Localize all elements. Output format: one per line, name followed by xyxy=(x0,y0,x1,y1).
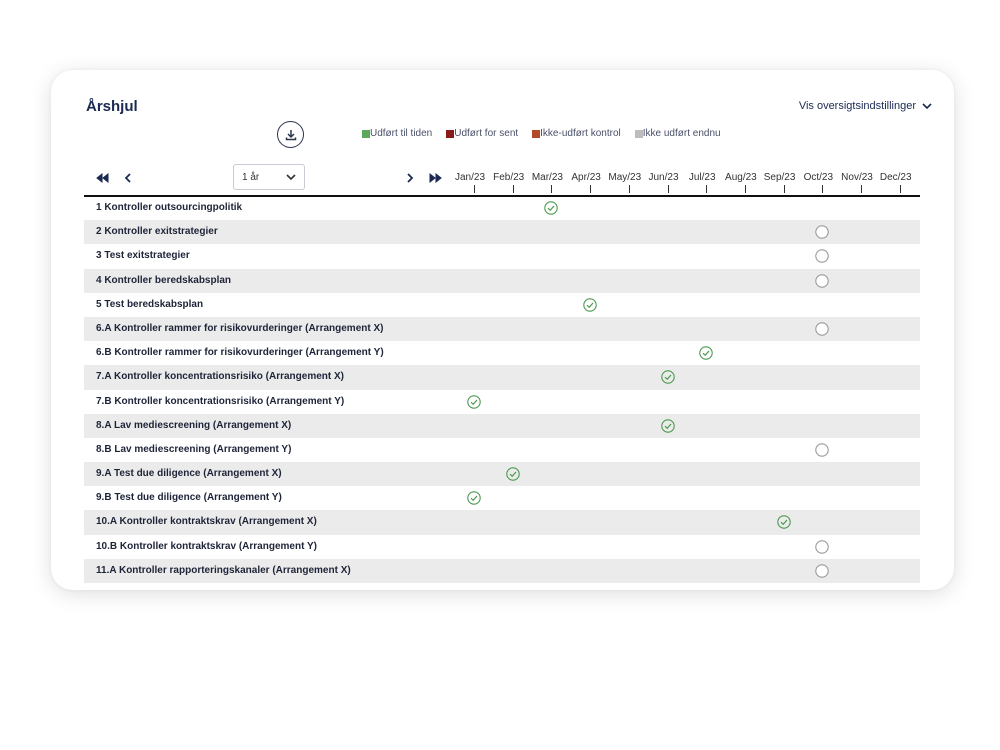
legend-swatch xyxy=(362,130,370,138)
table-row[interactable] xyxy=(84,317,920,341)
page-title: Årshjul xyxy=(86,98,138,115)
legend-item xyxy=(532,128,621,139)
month-tick xyxy=(629,185,630,193)
table-row[interactable] xyxy=(84,390,920,414)
month-tick xyxy=(822,185,823,193)
control-name: 7.B Kontroller koncentrationsrisiko (Arrangement Y) xyxy=(96,395,345,407)
month-label: Jun/23 xyxy=(648,172,679,183)
month-tick xyxy=(861,185,862,193)
check-circle-icon[interactable] xyxy=(583,298,597,312)
control-name: 6.A Kontroller rammer for risikovurderinger (Arrangement X) xyxy=(96,322,384,334)
check-circle-icon[interactable] xyxy=(506,467,520,481)
download-button[interactable] xyxy=(277,121,304,148)
month-tick xyxy=(784,185,785,193)
first-page-button[interactable] xyxy=(93,170,111,186)
control-name: 8.B Lav mediescreening (Arrangement Y) xyxy=(96,443,292,455)
check-circle-icon[interactable] xyxy=(467,491,481,505)
table-row[interactable] xyxy=(84,244,920,268)
control-name: 9.A Test due diligence (Arrangement X) xyxy=(96,468,282,480)
control-name: 9.B Test due diligence (Arrangement Y) xyxy=(96,492,282,504)
table-row[interactable] xyxy=(84,341,920,365)
legend-item xyxy=(446,128,518,139)
table-row[interactable] xyxy=(84,365,920,389)
table-row[interactable] xyxy=(84,510,920,534)
chevron-right-icon xyxy=(406,173,414,183)
empty-circle-icon[interactable] xyxy=(815,443,829,457)
legend-label: Ikke-udført kontrol xyxy=(540,128,621,139)
table-row[interactable] xyxy=(84,486,920,510)
month-label: Jul/23 xyxy=(688,172,716,183)
chevron-down-icon xyxy=(286,174,296,181)
month-label: Mar/23 xyxy=(531,172,563,183)
table-row[interactable] xyxy=(84,438,920,462)
chevron-down-icon xyxy=(922,103,932,110)
month-tick xyxy=(551,185,552,193)
table-row[interactable] xyxy=(84,462,920,486)
month-tick xyxy=(900,185,901,193)
empty-circle-icon[interactable] xyxy=(815,540,829,554)
month-label: Nov/23 xyxy=(841,172,873,183)
legend-swatch xyxy=(635,130,643,138)
empty-circle-icon[interactable] xyxy=(815,564,829,578)
control-name: 4 Kontroller beredskabsplan xyxy=(96,274,232,286)
month-tick xyxy=(513,185,514,193)
table-row[interactable] xyxy=(84,220,920,244)
month-label: May/23 xyxy=(608,172,642,183)
month-tick xyxy=(745,185,746,193)
settings-label: Vis oversigtsindstillinger xyxy=(798,100,916,112)
control-name: 8.A Lav mediescreening (Arrangement X) xyxy=(96,419,292,431)
control-name: 10.B Kontroller kontraktskrav (Arrangement Y) xyxy=(96,540,317,552)
month-label: Oct/23 xyxy=(803,172,834,183)
overview-settings-toggle[interactable] xyxy=(799,100,932,112)
check-circle-icon[interactable] xyxy=(699,346,713,360)
month-label: Aug/23 xyxy=(725,172,757,183)
legend-label: Udført til tiden xyxy=(370,128,433,139)
legend-label: Ikke udført endnu xyxy=(642,128,721,139)
control-name: 6.B Kontroller rammer for risikovurderinger (Arrangement Y) xyxy=(96,347,384,359)
control-name: 1 Kontroller outsourcingpolitik xyxy=(96,202,243,213)
control-name: 10.A Kontroller kontraktskrav (Arrangement X) xyxy=(96,516,317,528)
period-select[interactable] xyxy=(233,164,305,190)
empty-circle-icon[interactable] xyxy=(815,225,829,239)
control-name: 11.A Kontroller rapporteringskanaler (Arrangement X) xyxy=(96,564,351,576)
month-label: Apr/23 xyxy=(571,172,601,183)
table-row[interactable] xyxy=(84,196,920,220)
legend-label: Udført for sent xyxy=(454,128,519,139)
month-tick xyxy=(474,185,475,193)
table-row[interactable] xyxy=(84,414,920,438)
double-chevron-left-icon xyxy=(95,173,109,183)
check-circle-icon[interactable] xyxy=(661,370,675,384)
previous-page-button[interactable] xyxy=(119,170,137,186)
month-label: Sep/23 xyxy=(763,172,796,183)
table-row[interactable] xyxy=(84,535,920,559)
empty-circle-icon[interactable] xyxy=(815,274,829,288)
month-tick xyxy=(668,185,669,193)
empty-circle-icon[interactable] xyxy=(815,322,829,336)
check-circle-icon[interactable] xyxy=(467,395,481,409)
period-selected-value: 1 år xyxy=(242,171,260,183)
month-label: Feb/23 xyxy=(493,172,525,183)
empty-circle-icon[interactable] xyxy=(815,249,829,263)
control-name: 7.A Kontroller koncentrationsrisiko (Arrangement X) xyxy=(96,371,345,383)
download-icon xyxy=(284,128,298,142)
control-name: 2 Kontroller exitstrategier xyxy=(96,226,218,238)
last-page-button[interactable] xyxy=(427,170,445,186)
check-circle-icon[interactable] xyxy=(661,419,675,433)
month-label: Dec/23 xyxy=(879,172,912,183)
chevron-left-icon xyxy=(124,173,132,183)
legend-item xyxy=(635,128,721,139)
table-row[interactable] xyxy=(84,559,920,583)
table-row[interactable] xyxy=(84,293,920,317)
control-list xyxy=(84,196,920,583)
table-row[interactable] xyxy=(84,269,920,293)
month-label: Jan/23 xyxy=(454,172,486,183)
check-circle-icon[interactable] xyxy=(544,201,558,215)
double-chevron-right-icon xyxy=(429,173,443,183)
control-name: 5 Test beredskabsplan xyxy=(96,298,204,310)
month-tick xyxy=(706,185,707,193)
legend-swatch xyxy=(446,130,454,138)
annual-wheel-card xyxy=(51,70,954,590)
legend-item xyxy=(362,128,432,139)
control-name: 3 Test exitstrategier xyxy=(96,250,190,262)
next-page-button[interactable] xyxy=(401,170,419,186)
legend xyxy=(362,128,721,139)
month-tick xyxy=(590,185,591,193)
check-circle-icon[interactable] xyxy=(777,515,791,529)
legend-swatch xyxy=(532,130,540,138)
